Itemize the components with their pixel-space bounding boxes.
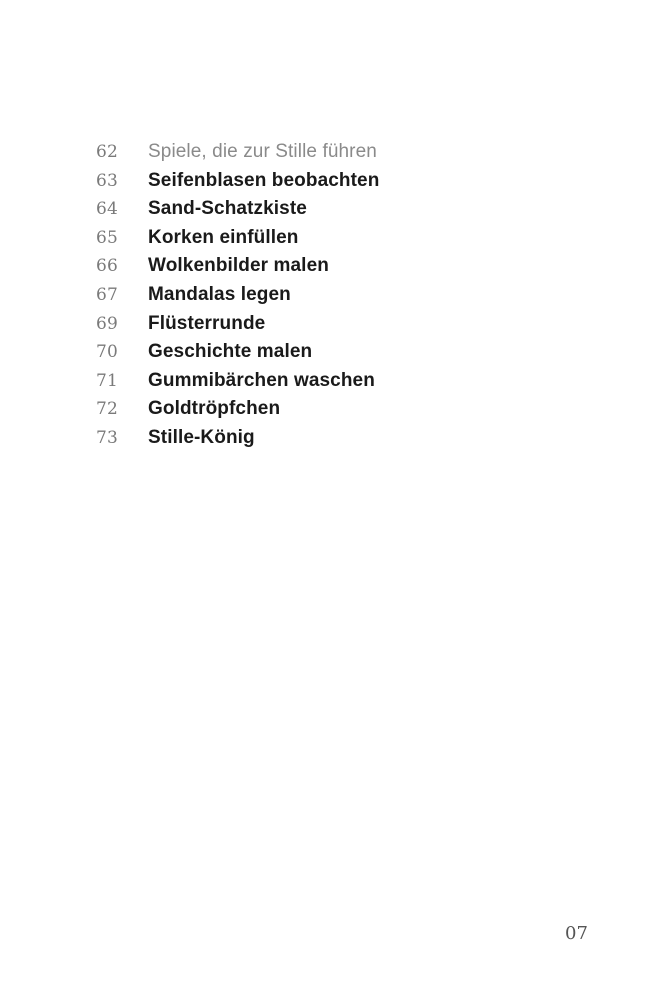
toc-entry: [96, 424, 576, 453]
toc-page-number: 65: [96, 227, 119, 248]
toc-entry: [96, 252, 576, 281]
page-number: 07: [565, 923, 588, 944]
toc-page-number: 73: [96, 427, 119, 448]
toc-page-number: 72: [96, 399, 119, 420]
toc-page-number: 66: [96, 256, 119, 277]
toc-entry: [96, 281, 576, 310]
toc-entry: [96, 395, 576, 424]
toc-entry: [96, 195, 576, 224]
toc-entry-title: Stille-König: [148, 426, 255, 448]
toc-entry-title: Gummibärchen waschen: [148, 369, 375, 391]
toc-entry-title: Sand-Schatzkiste: [148, 198, 307, 220]
toc-page-number: 69: [96, 313, 119, 334]
toc-page-number: 62: [96, 142, 119, 162]
toc-page-number: 71: [96, 370, 119, 391]
toc-page-number: 64: [96, 199, 119, 220]
toc-entry-title: Wolkenbilder malen: [148, 255, 329, 277]
toc-page-number: 63: [96, 170, 119, 191]
toc-entry-title: Mandalas legen: [148, 283, 291, 305]
toc-section-heading: [96, 138, 576, 167]
toc-entry: [96, 367, 576, 396]
toc-entry-title: Geschichte malen: [148, 341, 313, 363]
toc-entry-title: Seifenblasen beobachten: [148, 169, 380, 191]
toc-entry-title: Goldtröpfchen: [148, 398, 281, 420]
toc-page-number: 70: [96, 342, 119, 363]
toc-entry: [96, 167, 576, 196]
toc-page-number: 67: [96, 284, 119, 305]
toc-entry-title: Flüsterrunde: [148, 312, 266, 334]
toc-entry-title: Korken einfüllen: [148, 226, 299, 248]
table-of-contents: [96, 138, 576, 453]
toc-entry: [96, 310, 576, 339]
toc-entry: [96, 224, 576, 253]
toc-section-title: Spiele, die zur Stille führen: [148, 141, 377, 162]
toc-entry: [96, 338, 576, 367]
